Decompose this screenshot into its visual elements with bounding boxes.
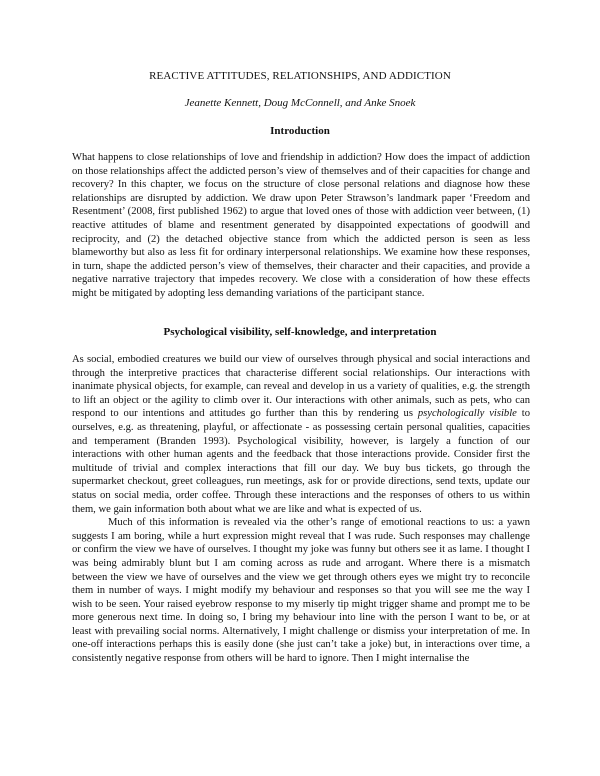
section-heading-introduction: Introduction [270,125,330,137]
paragraph-text: As social, embodied creatures we build our view of ourselves through physical and social interactions and through the interpretive practices that characterise different social relationships. Our interactions with inanimate physical objects, for example, can reveal and develop in us a variety of qualities, e.g. the strength to lift an object or the agility to climb over it. Our interactions with other animals, such as pets, who can respond to our intentions and attitudes go further than this by rendering us [72,354,530,420]
paragraph-text: to ourselves, e.g. as threatening, playful, or affectionate - as possessing certain personal qualities, capacities and temperament (Branden 1993). Psychological visibility, however, is largely a function of our interactions with other human agents and the feedback that those interactions provide. Consider first the multitude of trivial and complex interactions that fill our day. We buy bus tickets, go through the supermarket checkout, greet colleagues, run meetings, ask for or provide directions, send texts, update our status on social media, order coffee. Through these interactions and the responses of others to us within them, we gain information both about what we are like and what is expected of us. [72,408,531,515]
body-paragraph-2: Much of this information is revealed via the other’s range of emotional reactions to us: a yawn suggests I am boring, while a hurt expression might reveal that I was rude. Such responses may challenge or confirm the view we have of ourselves. I thought my joke was funny but others see it as lame. I thought I was being admirably blunt but I am coming across as rude and arrogant. Where there is a mismatch between the view we have of ourselves and the view we get through others eyes we might try to reconcile them in number of ways. I might modify my behaviour and responses so that you will see me the way I wish to be seen. Your raised eyebrow response to my miserly tip might trigger shame and prompt me to be more generous next time. In doing so, I bring my behaviour into line with the person I want to be, or at least with prevailing social norms. Alternatively, I might challenge or dismiss your interpretation of me. In one-off interactions perhaps this is easily done (she just can’t take a joke) but, in interactions over time, a consistently negative response from others will be hard to ignore. Then I might internalise the [72,517,530,665]
introduction-paragraph: What happens to close relationships of love and friendship in addiction? How does the impact of addiction on those relationships affect the addicted person’s view of themselves and of their capacities for change and recovery? In this chapter, we focus on the structure of close personal relations and diagnose how these relationships are disrupted by addiction. We draw upon Peter Strawson’s landmark paper ‘Freedom and Resentment’ (2008, first published 1962) to argue that loved ones of those with addiction veer between, (1) reactive attitudes of blame and resentment generated by disappointed expectations of goodwill and reciprocity, and (2) the detached objective stance from which the addicted person is seen as less blameworthy but also as less fit for ordinary interpersonal relationships. We examine how these responses, in turn, shape the addicted person’s view of themselves, their character and their capacities, and provide a negative narrative trajectory that impedes recovery. We close with a consideration of how these effects might be mitigated by adopting less demanding variations of the participant stance. [72,152,530,299]
emphasis-term: psychologically visible [417,408,517,420]
section-heading-psychological-visibility: Psychological visibility, self-knowledge, and interpretation [163,326,437,338]
body-paragraph-1 [72,353,530,516]
author-line: Jeanette Kennett, Doug McConnell, and Anke Snoek [184,97,416,109]
section-body [72,353,530,666]
paper-title: REACTIVE ATTITUDES, RELATIONSHIPS, AND ADDICTION [149,70,451,82]
